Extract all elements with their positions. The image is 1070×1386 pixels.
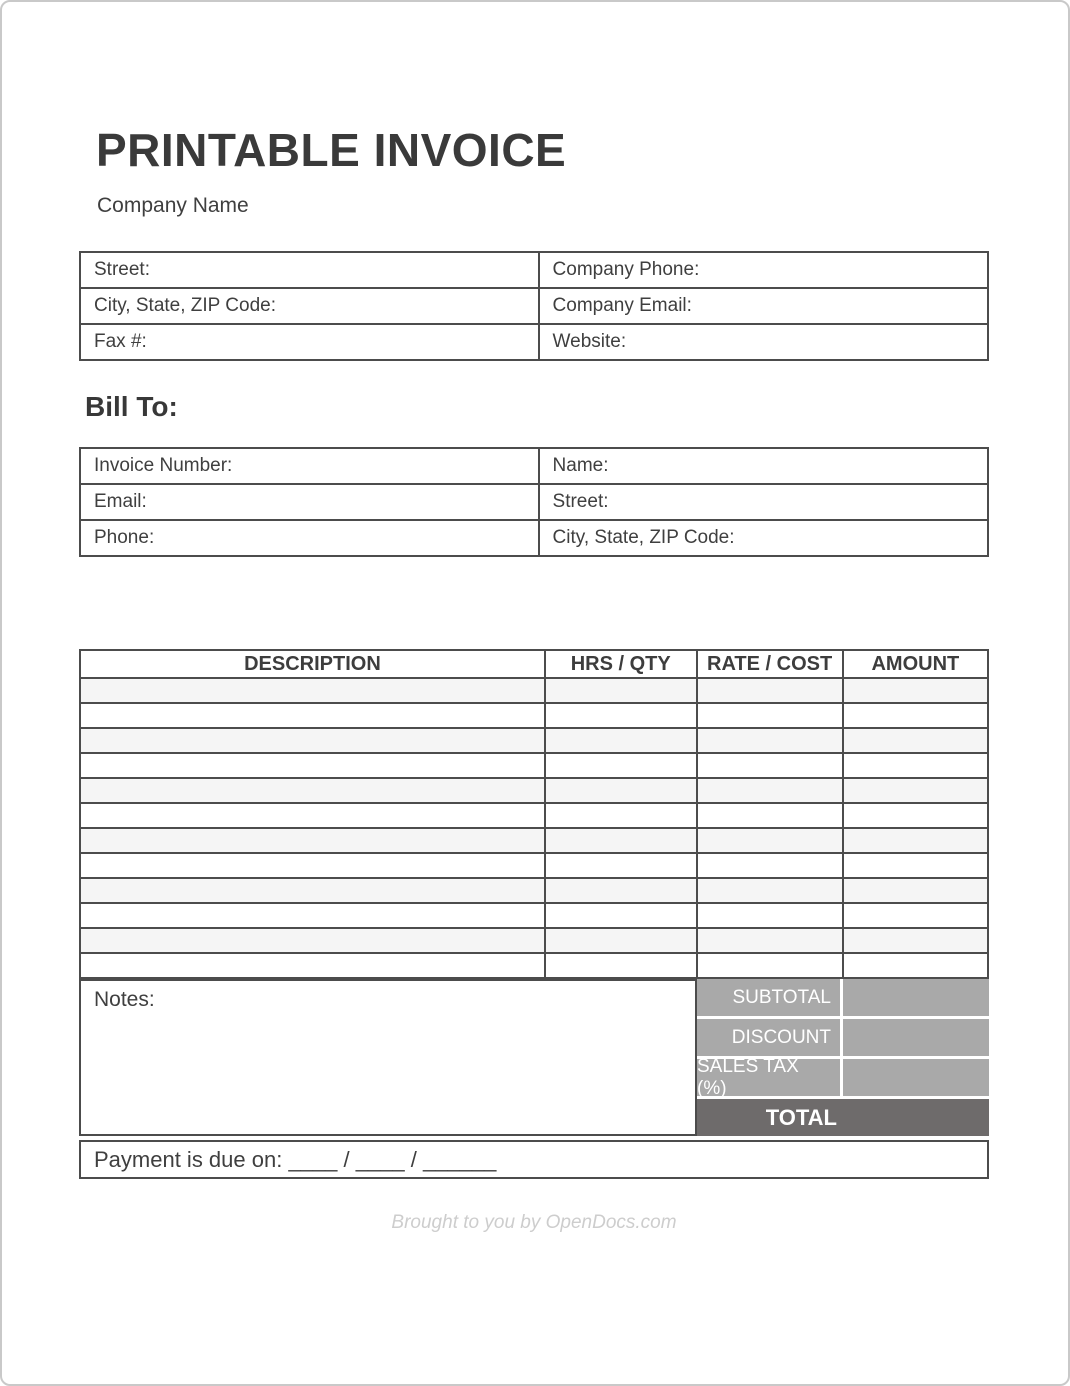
table-row xyxy=(80,324,988,360)
col-header-hrs-qty: HRS / QTY xyxy=(545,650,697,678)
items-table-row xyxy=(80,953,988,978)
line-items-table xyxy=(79,649,989,979)
total-row xyxy=(697,1099,989,1136)
item-rate-cost-cell xyxy=(697,903,843,928)
item-rate-cost-cell xyxy=(697,778,843,803)
payment-due-text: Payment is due on: ____ / ____ / ______ xyxy=(94,1146,497,1172)
item-description-cell xyxy=(80,903,545,928)
item-description-cell xyxy=(80,778,545,803)
item-amount-cell xyxy=(843,728,988,753)
company-info-table xyxy=(79,251,989,361)
client-street-field: Street: xyxy=(539,484,988,520)
item-hrs-qty-cell xyxy=(545,703,697,728)
footer-credit: Brought to you by OpenDocs.com xyxy=(391,1212,677,1234)
item-amount-cell xyxy=(843,778,988,803)
col-header-amount: AMOUNT xyxy=(843,650,988,678)
item-rate-cost-cell xyxy=(697,878,843,903)
item-rate-cost-cell xyxy=(697,953,843,978)
summary-section xyxy=(79,979,989,1136)
items-table-row xyxy=(80,778,988,803)
subtotal-row xyxy=(697,979,989,1016)
item-hrs-qty-cell xyxy=(545,803,697,828)
item-rate-cost-cell xyxy=(697,728,843,753)
discount-value xyxy=(843,1019,989,1056)
item-description-cell xyxy=(80,678,545,703)
item-description-cell xyxy=(80,728,545,753)
client-city-state-zip-field: City, State, ZIP Code: xyxy=(539,520,988,556)
company-name: Company Name xyxy=(97,194,249,218)
item-hrs-qty-cell xyxy=(545,903,697,928)
sales-tax-row xyxy=(697,1055,989,1099)
item-amount-cell xyxy=(843,678,988,703)
table-row xyxy=(80,288,988,324)
item-amount-cell xyxy=(843,828,988,853)
table-row xyxy=(80,484,988,520)
item-hrs-qty-cell xyxy=(545,778,697,803)
items-body xyxy=(80,678,988,978)
payment-due-bar xyxy=(79,1140,989,1179)
item-rate-cost-cell xyxy=(697,703,843,728)
item-rate-cost-cell xyxy=(697,853,843,878)
col-header-description: DESCRIPTION xyxy=(80,650,545,678)
items-table-row xyxy=(80,853,988,878)
item-description-cell xyxy=(80,928,545,953)
item-amount-cell xyxy=(843,753,988,778)
item-amount-cell xyxy=(843,953,988,978)
company-phone-field: Company Phone: xyxy=(539,252,988,288)
item-description-cell xyxy=(80,878,545,903)
table-row xyxy=(80,252,988,288)
item-hrs-qty-cell xyxy=(545,853,697,878)
item-hrs-qty-cell xyxy=(545,928,697,953)
item-amount-cell xyxy=(843,903,988,928)
items-table-row xyxy=(80,703,988,728)
items-table-row xyxy=(80,753,988,778)
company-city-state-zip-field: City, State, ZIP Code: xyxy=(80,288,539,324)
item-rate-cost-cell xyxy=(697,678,843,703)
total-value xyxy=(843,1099,989,1136)
item-amount-cell xyxy=(843,928,988,953)
item-amount-cell xyxy=(843,878,988,903)
item-rate-cost-cell xyxy=(697,803,843,828)
invoice-number-field: Invoice Number: xyxy=(80,448,539,484)
company-email-field: Company Email: xyxy=(539,288,988,324)
item-amount-cell xyxy=(843,803,988,828)
item-description-cell xyxy=(80,703,545,728)
item-rate-cost-cell xyxy=(697,928,843,953)
item-description-cell xyxy=(80,803,545,828)
items-table-row xyxy=(80,678,988,703)
items-table-row xyxy=(80,903,988,928)
client-email-field: Email: xyxy=(80,484,539,520)
client-name-field: Name: xyxy=(539,448,988,484)
col-header-rate-cost: RATE / COST xyxy=(697,650,843,678)
item-hrs-qty-cell xyxy=(545,753,697,778)
items-header-row xyxy=(80,650,988,678)
page-title: PRINTABLE INVOICE xyxy=(96,124,567,176)
sales-tax-label: SALES TAX (%) xyxy=(697,1059,843,1096)
item-hrs-qty-cell xyxy=(545,878,697,903)
item-hrs-qty-cell xyxy=(545,678,697,703)
item-description-cell xyxy=(80,753,545,778)
company-fax-field: Fax #: xyxy=(80,324,539,360)
item-description-cell xyxy=(80,953,545,978)
items-table-row xyxy=(80,803,988,828)
subtotal-label: SUBTOTAL xyxy=(697,979,843,1016)
item-description-cell xyxy=(80,828,545,853)
notes-box xyxy=(79,979,697,1136)
totals-block xyxy=(697,979,989,1136)
items-table-row xyxy=(80,878,988,903)
table-row xyxy=(80,448,988,484)
sales-tax-value xyxy=(843,1059,989,1096)
notes-label: Notes: xyxy=(94,988,155,1012)
total-label: TOTAL xyxy=(697,1099,843,1136)
item-amount-cell xyxy=(843,853,988,878)
bill-to-heading: Bill To: xyxy=(85,391,178,423)
client-phone-field: Phone: xyxy=(80,520,539,556)
item-hrs-qty-cell xyxy=(545,728,697,753)
items-table-row xyxy=(80,928,988,953)
item-hrs-qty-cell xyxy=(545,953,697,978)
item-rate-cost-cell xyxy=(697,753,843,778)
discount-row xyxy=(697,1019,989,1056)
subtotal-value xyxy=(843,979,989,1016)
table-row xyxy=(80,520,988,556)
item-rate-cost-cell xyxy=(697,828,843,853)
company-website-field: Website: xyxy=(539,324,988,360)
discount-label: DISCOUNT xyxy=(697,1019,843,1056)
item-description-cell xyxy=(80,853,545,878)
company-street-field: Street: xyxy=(80,252,539,288)
items-table-row xyxy=(80,728,988,753)
item-hrs-qty-cell xyxy=(545,828,697,853)
item-amount-cell xyxy=(843,703,988,728)
items-table-row xyxy=(80,828,988,853)
bill-to-table xyxy=(79,447,989,557)
